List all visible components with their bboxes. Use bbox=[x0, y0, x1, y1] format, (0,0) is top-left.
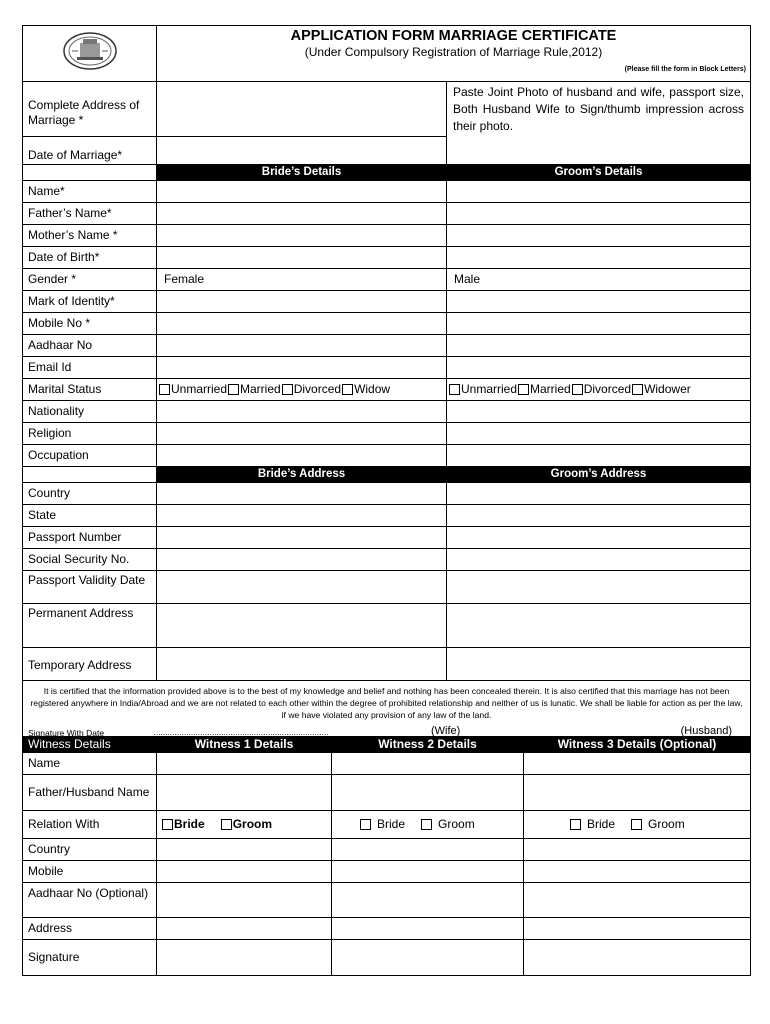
state-label: State bbox=[23, 505, 157, 527]
witness-3-relation bbox=[524, 811, 751, 839]
witness-2-name-field[interactable] bbox=[332, 753, 524, 775]
witness-2-groom-text: Groom bbox=[438, 817, 475, 831]
witness-1-address-field[interactable] bbox=[157, 918, 332, 940]
details-row bbox=[23, 247, 751, 269]
groom-social-security-no-field[interactable] bbox=[447, 549, 751, 571]
bride-gender-field[interactable]: Female bbox=[157, 269, 447, 291]
witness-2-aadhaar-no-optional-field[interactable] bbox=[332, 883, 524, 918]
witness-3-country-field[interactable] bbox=[524, 839, 751, 861]
groom-mark-of-identity-field[interactable] bbox=[447, 291, 751, 313]
date-of-birth-label: Date of Birth* bbox=[23, 247, 157, 269]
witness-3-mobile-field[interactable] bbox=[524, 861, 751, 883]
witness-signature-label: Signature bbox=[23, 940, 157, 976]
groom-date-of-birth-field[interactable] bbox=[447, 247, 751, 269]
father-s-name-label: Father’s Name* bbox=[23, 203, 157, 225]
groom-country-field[interactable] bbox=[447, 483, 751, 505]
witness-2-groom-checkbox[interactable] bbox=[421, 819, 432, 830]
witness-table bbox=[22, 736, 751, 976]
logo-cell bbox=[23, 26, 157, 82]
declaration-row bbox=[23, 681, 751, 738]
bride-aadhaar-no-field[interactable] bbox=[157, 335, 447, 357]
witness-1-relation bbox=[157, 811, 332, 839]
witness-1-country-field[interactable] bbox=[157, 839, 332, 861]
relation-row bbox=[23, 811, 751, 839]
details-row bbox=[23, 401, 751, 423]
bride-details-header: Bride’s Details bbox=[157, 165, 447, 181]
details-table bbox=[22, 164, 751, 467]
husband-label: (Husband) bbox=[680, 725, 732, 737]
groom-mobile-no-field[interactable] bbox=[447, 313, 751, 335]
details-row bbox=[23, 335, 751, 357]
groom-passport-number-field[interactable] bbox=[447, 527, 751, 549]
witness-2-address-field[interactable] bbox=[332, 918, 524, 940]
details-row bbox=[23, 291, 751, 313]
bride-country-field[interactable] bbox=[157, 483, 447, 505]
mark-of-identity-label: Mark of Identity* bbox=[23, 291, 157, 313]
passport-number-label: Passport Number bbox=[23, 527, 157, 549]
groom-marital-widower-checkbox[interactable] bbox=[632, 384, 643, 395]
witness-2-bride-text: Bride bbox=[377, 817, 406, 831]
marital-status-row bbox=[23, 379, 751, 401]
passport-validity-date-label: Passport Validity Date bbox=[23, 571, 157, 604]
bride-marital-options bbox=[157, 379, 447, 401]
witness-row bbox=[23, 775, 751, 811]
witness-3-groom-text: Groom bbox=[648, 817, 685, 831]
bride-email-id-field[interactable] bbox=[157, 357, 447, 379]
witness-1-signature-field[interactable] bbox=[157, 940, 332, 976]
address-row bbox=[23, 648, 751, 681]
details-row bbox=[23, 423, 751, 445]
bride-date-of-birth-field[interactable] bbox=[157, 247, 447, 269]
bride-passport-number-field[interactable] bbox=[157, 527, 447, 549]
details-row bbox=[23, 181, 751, 203]
bride-marital-unmarried-checkbox[interactable] bbox=[159, 384, 170, 395]
details-row bbox=[23, 269, 751, 291]
bride-address-header: Bride’s Address bbox=[157, 467, 447, 483]
groom-marital-widower-option[interactable] bbox=[632, 382, 691, 397]
witness-3-bride-text: Bride bbox=[587, 817, 616, 831]
groom-state-field[interactable] bbox=[447, 505, 751, 527]
bride-marital-widow-option[interactable] bbox=[342, 382, 390, 397]
groom-temporary-address-field[interactable] bbox=[447, 648, 751, 681]
marital-status-label: Marital Status bbox=[23, 379, 157, 401]
witness-1-groom-checkbox[interactable] bbox=[221, 819, 232, 830]
witness-row bbox=[23, 940, 751, 976]
bride-social-security-no-field[interactable] bbox=[157, 549, 447, 571]
witness-3-father-husband-name-field[interactable] bbox=[524, 775, 751, 811]
witness-3-header: Witness 3 Details (Optional) bbox=[524, 737, 751, 753]
bride-marital-widow-text: Widow bbox=[354, 382, 391, 396]
emblem-logo-icon bbox=[62, 31, 118, 71]
groom-gender-field[interactable]: Male bbox=[447, 269, 751, 291]
witness-3-bride-option[interactable] bbox=[570, 817, 615, 832]
groom-marital-unmarried-text: Unmarried bbox=[461, 382, 518, 396]
witness-2-mobile-field[interactable] bbox=[332, 861, 524, 883]
nationality-label: Nationality bbox=[23, 401, 157, 423]
witness-3-aadhaar-no-optional-field[interactable] bbox=[524, 883, 751, 918]
groom-marital-married-text: Married bbox=[530, 382, 571, 396]
bride-marital-divorced-text: Divorced bbox=[293, 382, 342, 396]
witness-header-row bbox=[23, 737, 751, 753]
permanent-address-label: Permanent Address bbox=[23, 604, 157, 648]
address-header-blank bbox=[23, 467, 157, 483]
groom-passport-validity-date-field[interactable] bbox=[447, 571, 751, 604]
witness-row bbox=[23, 883, 751, 918]
groom-marital-divorced-checkbox[interactable] bbox=[572, 384, 583, 395]
groom-aadhaar-no-field[interactable] bbox=[447, 335, 751, 357]
bride-marital-divorced-checkbox[interactable] bbox=[282, 384, 293, 395]
country-label: Country bbox=[23, 483, 157, 505]
temporary-address-label: Temporary Address bbox=[23, 648, 157, 681]
marriage-date-label: Date of Marriage* bbox=[23, 137, 157, 165]
bride-temporary-address-field[interactable] bbox=[157, 648, 447, 681]
groom-marital-options bbox=[447, 379, 751, 401]
groom-occupation-field[interactable] bbox=[447, 445, 751, 467]
groom-address-header: Groom’s Address bbox=[447, 467, 751, 483]
groom-marital-divorced-option[interactable] bbox=[572, 382, 631, 397]
witness-mobile-label: Mobile bbox=[23, 861, 157, 883]
bride-passport-validity-date-field[interactable] bbox=[157, 571, 447, 604]
address-row bbox=[23, 483, 751, 505]
declaration-text: It is certified that the information provided above is to the best of my knowledge and belief and nothing has been concealed therein. It is also certified that this marriage has not been registered anywhere in India/Abroad and we are not related to each other within the degree of prohibited relationship and neither of us is lunatic. We shall be liable for action as per the law, if we have violated any provision of any law of the land. bbox=[30, 686, 743, 720]
groom-marital-divorced-text: Divorced bbox=[583, 382, 632, 396]
address-row bbox=[23, 604, 751, 648]
wife-label: (Wife) bbox=[431, 725, 461, 737]
social-security-no-label: Social Security No. bbox=[23, 549, 157, 571]
details-row bbox=[23, 445, 751, 467]
details-header-blank bbox=[23, 165, 157, 181]
details-row bbox=[23, 357, 751, 379]
aadhaar-no-label: Aadhaar No bbox=[23, 335, 157, 357]
signature-line bbox=[23, 723, 750, 737]
block-letters-note: (Please fill the form in Block Letters) bbox=[624, 66, 747, 73]
photo-instruction: Paste Joint Photo of husband and wife, passport size, Both Husband Wife to Sign/thumb impression across their photo. bbox=[453, 85, 745, 133]
address-row bbox=[23, 505, 751, 527]
witness-2-bride-checkbox[interactable] bbox=[360, 819, 371, 830]
details-row bbox=[23, 203, 751, 225]
signature-dots: ………………………………………………………………… bbox=[153, 728, 328, 737]
address-row bbox=[23, 549, 751, 571]
bride-marital-unmarried-option[interactable] bbox=[159, 382, 227, 397]
witness-row bbox=[23, 918, 751, 940]
name-label: Name* bbox=[23, 181, 157, 203]
marriage-date-field[interactable] bbox=[157, 137, 447, 165]
witness-3-groom-option[interactable] bbox=[631, 817, 685, 832]
application-form bbox=[22, 25, 750, 976]
relation-label: Relation With bbox=[23, 811, 157, 839]
email-id-label: Email Id bbox=[23, 357, 157, 379]
form-subtitle: (Under Compulsory Registration of Marriage Rule,2012) bbox=[304, 45, 603, 59]
marriage-address-label: Complete Address of Marriage * bbox=[23, 82, 157, 137]
witness-1-father-husband-name-field[interactable] bbox=[157, 775, 332, 811]
groom-permanent-address-field[interactable] bbox=[447, 604, 751, 648]
witness-2-bride-option[interactable] bbox=[360, 817, 405, 832]
witness-father-husband-name-label: Father/Husband Name bbox=[23, 775, 157, 811]
bride-name-field[interactable] bbox=[157, 181, 447, 203]
title-cell bbox=[157, 26, 751, 82]
witness-row bbox=[23, 753, 751, 775]
address-table bbox=[22, 466, 751, 737]
witness-1-header: Witness 1 Details bbox=[157, 737, 332, 753]
joint-photo-box[interactable] bbox=[447, 82, 751, 165]
witness-1-mobile-field[interactable] bbox=[157, 861, 332, 883]
groom-marital-unmarried-checkbox[interactable] bbox=[449, 384, 460, 395]
bride-state-field[interactable] bbox=[157, 505, 447, 527]
groom-name-field[interactable] bbox=[447, 181, 751, 203]
witness-2-signature-field[interactable] bbox=[332, 940, 524, 976]
bride-father-s-name-field[interactable] bbox=[157, 203, 447, 225]
details-row bbox=[23, 313, 751, 335]
bride-marital-married-text: Married bbox=[240, 382, 281, 396]
address-row bbox=[23, 571, 751, 604]
details-header-row bbox=[23, 165, 751, 181]
marriage-address-field[interactable] bbox=[157, 82, 447, 137]
bride-occupation-field[interactable] bbox=[157, 445, 447, 467]
mobile-no-label: Mobile No * bbox=[23, 313, 157, 335]
witness-1-groom-option[interactable] bbox=[221, 817, 272, 832]
form-header-table bbox=[22, 25, 751, 165]
address-row bbox=[23, 527, 751, 549]
witness-2-father-husband-name-field[interactable] bbox=[332, 775, 524, 811]
witness-3-address-field[interactable] bbox=[524, 918, 751, 940]
groom-nationality-field[interactable] bbox=[447, 401, 751, 423]
witness-details-label: Witness Details bbox=[23, 737, 157, 753]
groom-mother-s-name-field[interactable] bbox=[447, 225, 751, 247]
address-header-row bbox=[23, 467, 751, 483]
bride-marital-widow-checkbox[interactable] bbox=[342, 384, 353, 395]
witness-1-bride-text: Bride bbox=[174, 817, 205, 831]
bride-mother-s-name-field[interactable] bbox=[157, 225, 447, 247]
groom-marital-unmarried-option[interactable] bbox=[449, 382, 517, 397]
witness-2-relation bbox=[332, 811, 524, 839]
witness-3-signature-field[interactable] bbox=[524, 940, 751, 976]
witness-2-groom-option[interactable] bbox=[421, 817, 475, 832]
religion-label: Religion bbox=[23, 423, 157, 445]
bride-mark-of-identity-field[interactable] bbox=[157, 291, 447, 313]
witness-1-aadhaar-no-optional-field[interactable] bbox=[157, 883, 332, 918]
signature-date-label: Signature With Date bbox=[28, 728, 105, 737]
bride-marital-married-checkbox[interactable] bbox=[228, 384, 239, 395]
groom-email-id-field[interactable] bbox=[447, 357, 751, 379]
bride-mobile-no-field[interactable] bbox=[157, 313, 447, 335]
gender-label: Gender * bbox=[23, 269, 157, 291]
witness-address-label: Address bbox=[23, 918, 157, 940]
bride-religion-field[interactable] bbox=[157, 423, 447, 445]
groom-father-s-name-field[interactable] bbox=[447, 203, 751, 225]
bride-nationality-field[interactable] bbox=[157, 401, 447, 423]
witness-1-bride-checkbox[interactable] bbox=[162, 819, 173, 830]
witness-3-name-field[interactable] bbox=[524, 753, 751, 775]
groom-marital-married-checkbox[interactable] bbox=[518, 384, 529, 395]
bride-permanent-address-field[interactable] bbox=[157, 604, 447, 648]
groom-marital-widower-text: Widower bbox=[644, 382, 691, 396]
witness-aadhaar-no-optional-label: Aadhaar No (Optional) bbox=[23, 883, 157, 918]
witness-row bbox=[23, 839, 751, 861]
witness-2-header: Witness 2 Details bbox=[332, 737, 524, 753]
occupation-label: Occupation bbox=[23, 445, 157, 467]
bride-marital-married-option[interactable] bbox=[228, 382, 281, 397]
witness-1-name-field[interactable] bbox=[157, 753, 332, 775]
witness-2-country-field[interactable] bbox=[332, 839, 524, 861]
witness-1-groom-text: Groom bbox=[232, 817, 273, 831]
mother-s-name-label: Mother’s Name * bbox=[23, 225, 157, 247]
witness-name-label: Name bbox=[23, 753, 157, 775]
witness-country-label: Country bbox=[23, 839, 157, 861]
groom-religion-field[interactable] bbox=[447, 423, 751, 445]
bride-marital-unmarried-text: Unmarried bbox=[171, 382, 228, 396]
details-row bbox=[23, 225, 751, 247]
witness-1-bride-option[interactable] bbox=[162, 817, 205, 832]
witness-3-bride-checkbox[interactable] bbox=[570, 819, 581, 830]
groom-details-header: Groom’s Details bbox=[447, 165, 751, 181]
bride-marital-divorced-option[interactable] bbox=[282, 382, 341, 397]
declaration-cell bbox=[23, 681, 751, 738]
form-title: APPLICATION FORM MARRIAGE CERTIFICATE bbox=[290, 28, 617, 44]
witness-3-groom-checkbox[interactable] bbox=[631, 819, 642, 830]
witness-row bbox=[23, 861, 751, 883]
groom-marital-married-option[interactable] bbox=[518, 382, 571, 397]
